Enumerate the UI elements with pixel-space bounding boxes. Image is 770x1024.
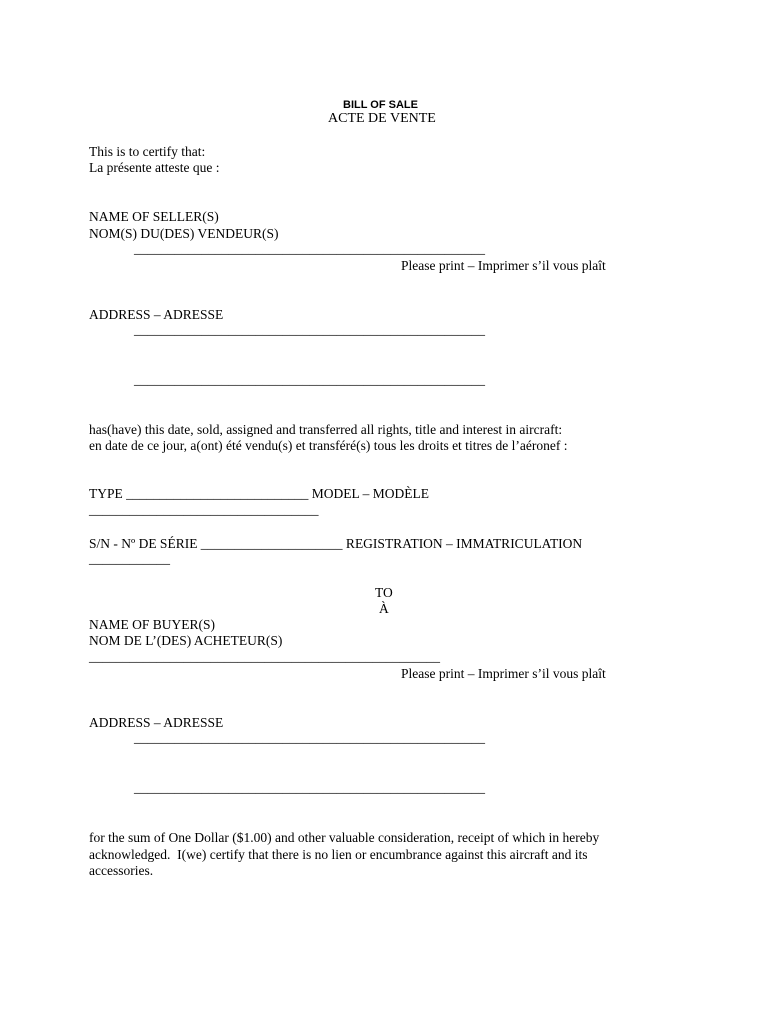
buyer-label-english: NAME OF BUYER(S) bbox=[89, 617, 216, 632]
aircraft-sn-line[interactable]: S/N - Nº DE SÉRIE _____________________ REGISTRATION – IMMATRICULATION bbox=[89, 536, 583, 551]
seller-label-english: NAME OF SELLER(S) bbox=[89, 209, 219, 224]
aircraft-type-line[interactable]: TYPE ___________________________ MODEL – MODÈLE bbox=[89, 486, 429, 501]
consideration-line-3: accessories. bbox=[89, 863, 154, 878]
buyer-print-note: Please print – Imprimer s’il vous plaît bbox=[401, 666, 606, 681]
intro-line-french: La présente atteste que : bbox=[89, 160, 220, 175]
consideration-line-2: acknowledged. I(we) certify that there is no lien or encumbrance against this aircraft and its bbox=[89, 847, 588, 862]
buyer-name-blank[interactable]: ____________________________________________________ bbox=[89, 649, 440, 664]
buyer-address-blank-1[interactable]: ____________________________________________________ bbox=[134, 730, 485, 745]
buyer-address-blank-2[interactable]: ____________________________________________________ bbox=[134, 780, 485, 795]
buyer-label-french: NOM DE L’(DES) ACHETEUR(S) bbox=[89, 633, 283, 648]
seller-print-note: Please print – Imprimer s’il vous plaît bbox=[401, 258, 606, 273]
consideration-line-1: for the sum of One Dollar ($1.00) and other valuable consideration, receipt of which in hereby bbox=[89, 830, 600, 845]
to-french: À bbox=[379, 601, 389, 616]
transfer-line-french: en date de ce jour, a(ont) été vendu(s) et transféré(s) tous les droits et titres de l’aéronef : bbox=[89, 438, 568, 453]
title-french: ACTE DE VENTE bbox=[328, 111, 436, 126]
transfer-line-english: has(have) this date, sold, assigned and transferred all rights, title and interest in aircraft: bbox=[89, 422, 563, 437]
seller-address-blank-2[interactable]: ____________________________________________________ bbox=[134, 372, 485, 387]
seller-address-label: ADDRESS – ADRESSE bbox=[89, 307, 224, 322]
intro-line-english: This is to certify that: bbox=[89, 144, 206, 159]
buyer-address-label: ADDRESS – ADRESSE bbox=[89, 715, 224, 730]
seller-label-french: NOM(S) DU(DES) VENDEUR(S) bbox=[89, 226, 279, 241]
aircraft-registration-blank[interactable]: ____________ bbox=[89, 551, 170, 566]
to-english: TO bbox=[375, 585, 393, 600]
seller-address-blank-1[interactable]: ____________________________________________________ bbox=[134, 322, 485, 337]
title-english: BILL OF SALE bbox=[343, 99, 418, 111]
aircraft-model-blank[interactable]: __________________________________ bbox=[89, 502, 319, 517]
seller-name-blank[interactable]: ____________________________________________________ bbox=[134, 241, 485, 256]
